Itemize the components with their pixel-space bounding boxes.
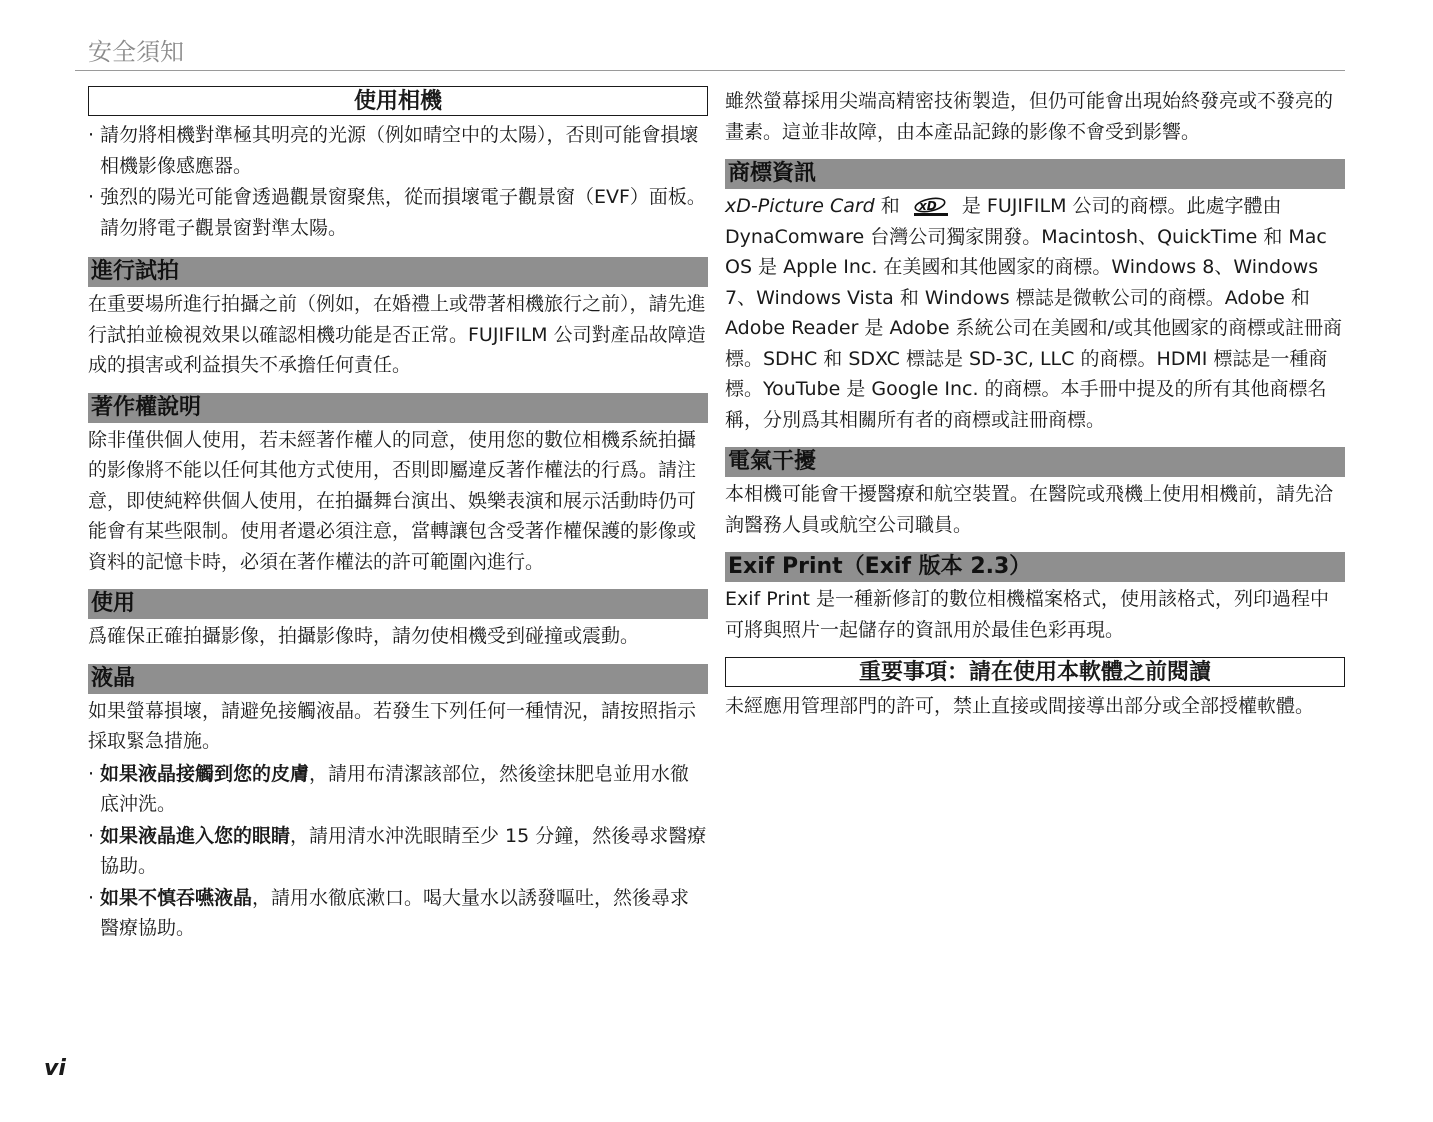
test-shots-heading: 進行試拍	[88, 257, 708, 287]
xd-picture-card-logo-icon	[910, 196, 952, 218]
header-divider	[75, 70, 1345, 71]
copyright-heading: 著作權說明	[88, 393, 708, 423]
list-item: · 如果液晶接觸到您的皮膚，請用布清潔該部位，然後塗抹肥皂並用水徹底沖洗。	[88, 762, 690, 815]
trademarks-heading: 商標資訊	[725, 159, 1345, 189]
camera-use-list	[88, 120, 708, 243]
important-text: 未經應用管理部門的許可，禁止直接或間接導出部分或全部授權軟體。	[725, 695, 1315, 717]
lcd-heading: 液晶	[88, 664, 708, 694]
lcd-text: 如果螢幕損壞，請避免接觸液晶。若發生下列任何一種情況，請按照指示採取緊急措施。	[88, 699, 697, 752]
exif-text: Exif Print 是一種新修訂的數位相機檔案格式，使用該格式，列印過程中可將與照片一起儲存的資訊用於最佳色彩再現。	[725, 588, 1330, 641]
copyright-text: 除非僅供個人使用，若未經著作權人的同意，使用您的數位相機系統拍攝的影像將不能以任何其他方式使用，否則即屬違反著作權法的行爲。請注意，即使純粹供個人使用，在拍攝舞台演出、娛樂表演和展示活動時仍可能會有某些限制。使用者還必須注意，當轉讓包含受著作權保護的影像或資料的記憶卡時，必須在著作權法的許可範圍內進行。	[88, 428, 697, 573]
list-item: · 如果液晶進入您的眼睛，請用清水沖洗眼睛至少 15 分鐘，然後尋求醫療協助。	[88, 824, 707, 877]
exif-heading: Exif Print（Exif 版本 2.3）	[725, 552, 1345, 582]
list-item: · 強烈的陽光可能會透過觀景窗聚焦，從而損壞電子觀景窗（EVF）面板。請勿將電子觀景窗對準太陽。	[88, 186, 706, 239]
important-heading: 重要事項：請在使用本軟體之前閱讀	[725, 657, 1345, 687]
lcd-emergency-list	[88, 759, 708, 944]
svg-text:xD: xD	[918, 198, 937, 213]
handling-text: 爲確保正確拍攝影像，拍攝影像時，請勿使相機受到碰撞或震動。	[88, 625, 640, 647]
left-column	[88, 86, 708, 958]
trademarks-text	[725, 191, 1345, 435]
trademarks-body: 是 FUJIFILM 公司的商標。此處字體由 DynaComware 台灣公司獨家開發。Macintosh、QuickTime 和 Mac OS 是 Apple Inc. 在美國和其他國家的商標。Windows 8、Windows 7、Windows Vista 和 Windows 標誌是微軟公司的商標。Adobe 和 Adobe Reader 是 Adobe 系統公司在美國和/或其他國家的商標或註冊商標。SDHC 和 SDXC 標誌是 SD-3C, LLC 的商標。HDMI 標誌是一種商標。YouTube 是 Google Inc. 的商標。本手冊中提及的所有其他商標名稱，分別爲其相關所有者的商標或註冊商標。	[725, 195, 1343, 431]
right-column	[725, 86, 1345, 734]
interference-heading: 電氣干擾	[725, 447, 1345, 477]
handling-heading: 使用	[88, 589, 708, 619]
page-number: vi	[44, 1056, 66, 1081]
page-section-title: 安全須知	[88, 38, 184, 66]
camera-use-heading: 使用相機	[88, 86, 708, 116]
test-shots-text: 在重要場所進行拍攝之前（例如，在婚禮上或帶著相機旅行之前），請先進行試拍並檢視效果以確認相機功能是否正常。FUJIFILM 公司對產品故障造成的損害或利益損失不承擔任何責任。	[88, 293, 706, 376]
trademarks-and: 和	[880, 195, 900, 217]
list-item: · 如果不慎吞嚥液晶，請用水徹底漱口。喝大量水以誘發嘔吐，然後尋求醫療協助。	[88, 886, 690, 939]
interference-text: 本相機可能會干擾醫療和航空裝置。在醫院或飛機上使用相機前，請先洽詢醫務人員或航空公司職員。	[725, 483, 1334, 536]
lcd-pixel-note: 雖然螢幕採用尖端高精密技術製造，但仍可能會出現始終發亮或不發亮的畫素。這並非故障，由本產品記錄的影像不會受到影響。	[725, 90, 1334, 143]
list-item: · 請勿將相機對準極其明亮的光源（例如晴空中的太陽），否則可能會損壞相機影像感應器。	[88, 124, 699, 177]
xd-picture-card-name: xD-Picture Card	[725, 195, 875, 217]
